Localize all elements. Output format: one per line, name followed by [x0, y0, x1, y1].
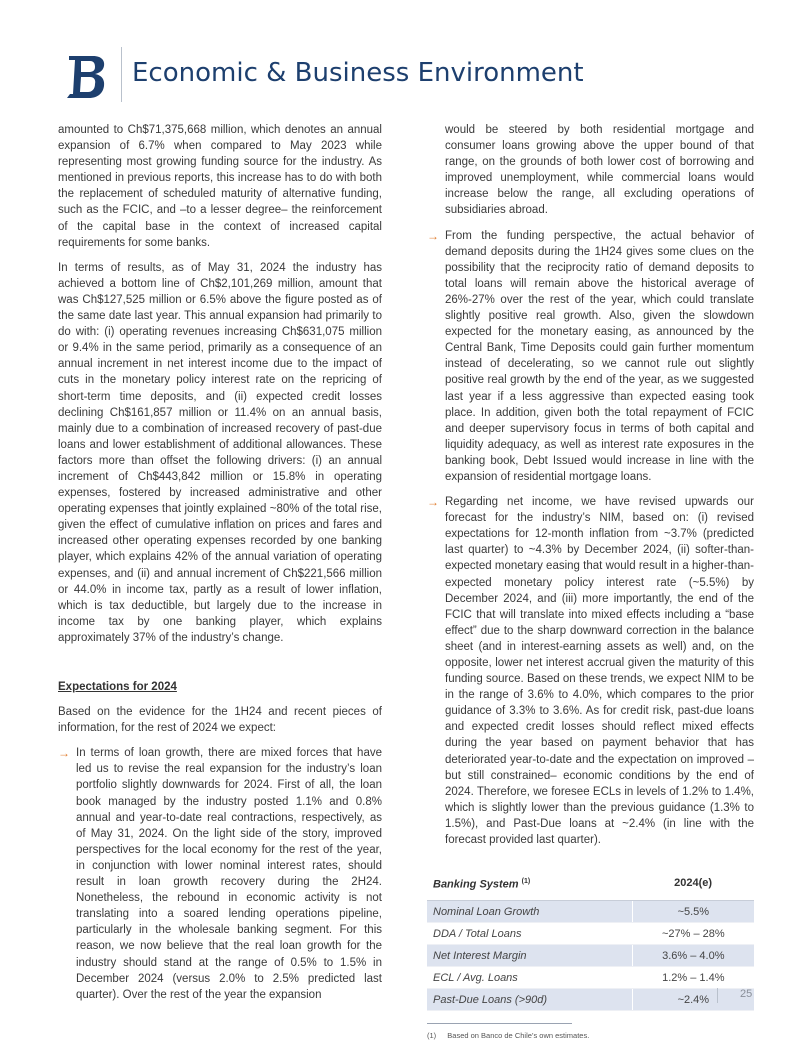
arrow-bullet-icon: →	[427, 495, 439, 510]
row-value: ~27% – 28%	[632, 922, 754, 944]
paragraph-results: In terms of results, as of May 31, 2024 the industry has achieved a bottom line of Ch$2,101,269 million, amount that was Ch$127,525 million or 6.5% above the figure posted as of the same date last year. This annual expansion had primarily to do with: (i) operating revenues increasing Ch$631,075 million or 9.4% in the same period, primarily as a consequence of an annual increment in net interest income due to the impact of cuts in the monetary policy interest rate on the repricing of short-term time deposits, and (ii) expected credit losses declining Ch$161,857 million or 11.4% on an annual basis, mainly due to a combination of increased recovery of past-due loans and lower establishment of additional allowances. These factors more than offset the following drivers: (i) an annual increment of Ch$443,842 million or 15.8% in operating expenses, fostered by increased administrative and other operating expenses that jointly explained ~80% of the total rise, given the effect of cumulative inflation on prices and fares and increased other operating expenses recorded by one banking player, which explains 42% of the annual variation of operating expenses, and (ii) and annual increment of Ch$221,566 million or 44.0% in income tax, partly as a result of lower inflation, which is tax deductible, but largely due to the increase in income tax by one banking player, which explains approximately 37% of the industry’s change.	[58, 261, 382, 644]
table-row	[427, 900, 754, 922]
bullet-loan-growth	[58, 745, 382, 1003]
row-value: ~2.4%	[632, 989, 754, 1011]
bullet-net-income	[427, 494, 754, 848]
bullet-funding	[427, 228, 754, 486]
arrow-bullet-icon: →	[58, 746, 70, 761]
table-row	[427, 945, 754, 967]
table-row	[427, 922, 754, 944]
row-value: 3.6% – 4.0%	[632, 945, 754, 967]
table-row	[427, 967, 754, 989]
forecast-table	[427, 865, 754, 1011]
bullet-text: In terms of loan growth, there are mixed forces that have led us to revise the real expansion for the industry’s loan portfolio slightly downwards for 2024. First of all, the loan book managed by the industry posted 1.1% and 0.8% annual and year-to-date real contractions, respectively, as of May 31, 2024. On the light side of the story, improved perspectives for the local economy for the rest of the year, in conjunction with lower nominal interest rates, should result in loan growth recovery during the 2H24. Nonetheless, the rebound in economic activity is not translating into a soared lending operations pipeline, particularly in the wholesale banking segment. For this reason, we now believe that the real loan growth for the industry should stand at the range of 0.5% to 1.5% in December 2024 (versus 2.0% to 2.5% predicted last quarter). Over the rest of the year the expansion	[76, 747, 382, 1001]
bullet-text: Regarding net income, we have revised upwards our forecast for the industry’s NIM, based on: (i) revised expectations for 12-month inflation from ~3.7% (predicted last quarter) to ~4.3% by December 2024, (ii) softer-than-expected monetary easing that would result in a higher-than-expected monetary policy interest rate (~5.5%) by December 2024, and (iii) more importantly, the end of the FCIC that will translate into mixed effects including a “base effect” due to the sharp downward correction in the balance sheet (and in interest-earning assets as well) and, on the opposite, lower net interest accrual given the maturity of this funding source. Based on these trends, we expect NIM to be in the range of 3.6% to 4.0%, which compares to the prior guidance of 3.3% to 3.6%. As for credit risk, past-due loans and expected credit losses should reflect mixed effects during the year based on payment behavior that has deteriorated year-to-date and the expectation on improved –but still constrained– economic conditions by the end of 2024. Therefore, we foresee ECLs in levels of 1.2% to 1.4%, which is slightly lower than the previous guidance (1.3% to 1.5%), and Past-Due loans at ~2.4% (in line with the forecast provided last quarter).	[445, 496, 754, 847]
page-number-divider	[717, 988, 718, 1003]
footnote-divider	[427, 1023, 572, 1024]
footnote	[427, 1028, 754, 1044]
row-value: ~5.5%	[632, 900, 754, 922]
bank-logo-icon	[64, 52, 108, 102]
header-divider	[121, 47, 122, 102]
page-title: Economic & Business Environment	[132, 58, 584, 88]
row-label: Net Interest Margin	[427, 945, 632, 967]
row-value: 1.2% – 1.4%	[632, 967, 754, 989]
row-label: Nominal Loan Growth	[427, 900, 632, 922]
table-header-label: Banking System $^{(1)}$	[427, 865, 632, 900]
table-header-year: 2024(e)	[632, 865, 754, 900]
paragraph-intro: Based on the evidence for the 1H24 and recent pieces of information, for the rest of 2024 we expect:	[58, 706, 382, 735]
row-label: DDA / Total Loans	[427, 922, 632, 944]
footnote-number: (1)	[427, 1031, 437, 1041]
left-column	[58, 122, 382, 1012]
row-label: Past-Due Loans (>90d)	[427, 989, 632, 1011]
bullet-text: From the funding perspective, the actual behavior of demand deposits during the 1H24 gives some clues on the possibility that the reciprocity ratio of demand deposits to total loans will remain above the historical average of 26%-27% over the rest of the year, which could translate slightly positive real growth. Also, given the slowdown expected for the monetary easing, as announced by the Central Bank, Time Deposits could gain further momentum instead of decelerating, so we cannot rule out slightly positive real growth by the end of the year, as we suggested last year if a less aggressive than expected easing took place. In addition, given both the total repayment of FCIC and deeper supervisory focus in terms of both capital and liquidity adequacy, as well as interest rate exposures in the banking book, Debt Issued would increase in line with the expansion of residential mortgage loans.	[445, 229, 754, 483]
page-number: 25	[740, 988, 753, 1000]
paragraph-deposits: amounted to Ch$71,375,668 million, which denotes an annual expansion of 6.7% when compared to May 2023 while representing most growing funding source for the industry. As mentioned in previous reports, this increase has to do with both the replacement of scheduled maturity of alternative funding, such as the FCIC, and –to a lesser degree– the reinforcement of the capital base in the context of increased capital requirements for some banks.	[58, 124, 382, 249]
right-column	[427, 122, 754, 1044]
footnote-text: Based on Banco de Chile’s own estimates.	[447, 1031, 590, 1041]
section-heading-expectations: Expectations for 2024	[58, 681, 177, 693]
row-label: ECL / Avg. Loans	[427, 967, 632, 989]
table-row	[427, 989, 754, 1011]
paragraph-continuation: would be steered by both residential mortgage and consumer loans growing above the upper bound of that range, on the grounds of both lower cost of borrowing and improved unemployment, while commercial loans would increase below the range, all excluding operations of subsidiaries abroad.	[445, 124, 754, 217]
arrow-bullet-icon: →	[427, 228, 439, 243]
